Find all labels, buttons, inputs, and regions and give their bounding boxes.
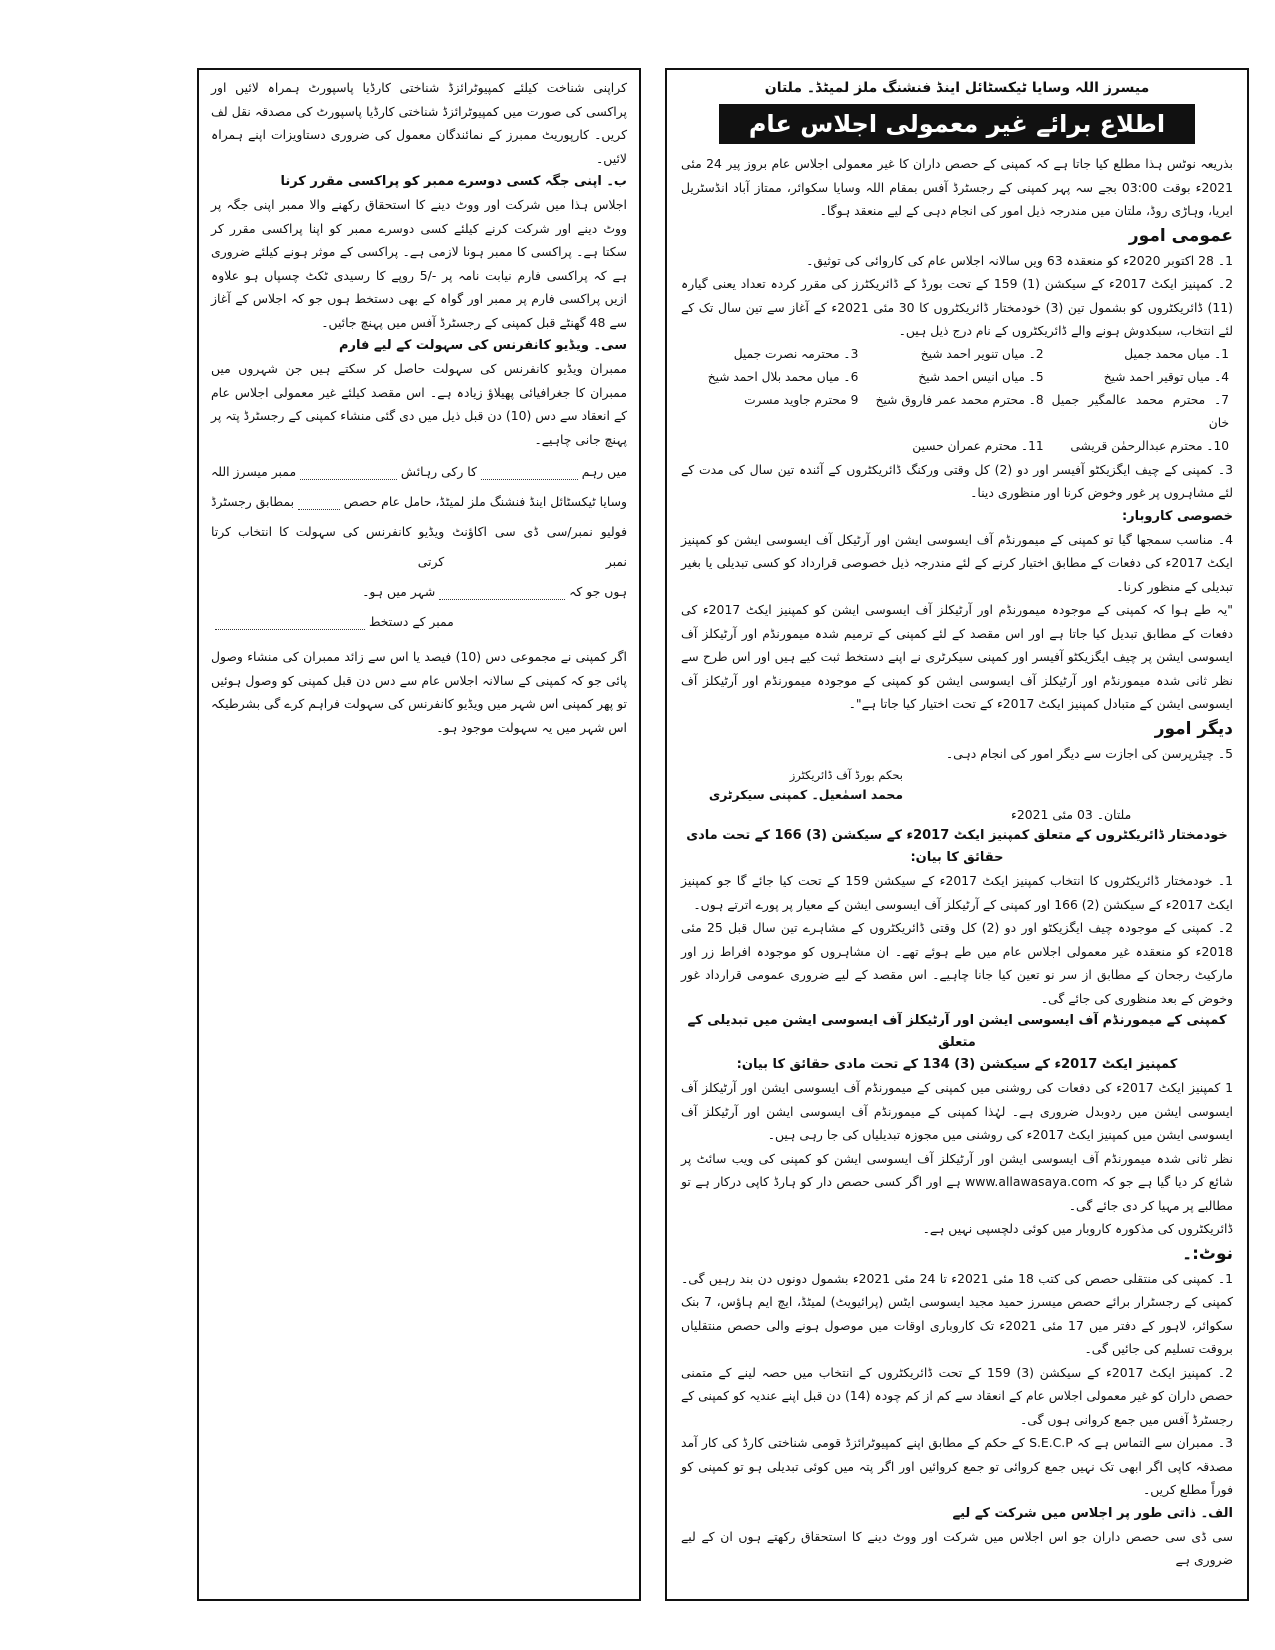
note-3: 3۔ ممبران سے التماس ہے کہ S.E.C.P کے حکم کے مطابق اپنے کمپیوٹرائزڈ قومی شناختی کارڈ کی کار آمد مصدقہ کاپی اگر ابھی تک نہیں جمع کروائی تو جمع کروائیں اور اگر پتہ میں کوئی تبدیلی ہو تو کمپنی کو فوراً مطلع کریں۔ [681, 1435, 1233, 1497]
directors-interest-statement: ڈائریکٹروں کی مذکورہ کاروبار میں کوئی دلچسپی نہیں ہے۔ [922, 1221, 1233, 1236]
director-name: 9 محترم جاوید مسرت [744, 392, 859, 407]
cnic-paragraph: کراپنی شناخت کیلئے کمپیوٹرائزڈ شناختی کارڈیا پاسپورٹ ہمراہ لائیں اور پراکسی کی صورت میں کمپیوٹرائزڈ شناختی کارڈیا پاسپورٹ کی مصدقہ نقل لف کریں۔ کارپوریٹ ممبرز کے نمائندگان معمول کی ضروری دستاویزات اپنے ہمراہ لائیں۔ [211, 80, 627, 166]
form-blank[interactable] [439, 599, 565, 600]
statement-134-text: ہے اور اگر کسی حصص دار کو ہارڈ کاپی درکار ہے تو مطالبے پر مہیا کر دی جائے گی۔ [681, 1174, 1233, 1213]
video-conference-note: اگر کمپنی نے مجموعی دس (10) فیصد یا اس سے زائد ممبران کی منشاء وصول پائی جو کہ کمپنی کے سالانہ اجلاس عام سے دس دن قبل کمپنی کو وصول ہوئیں تو پھر کمپنی اس شہر میں ویڈیو کانفرنس کی سہولت فراہم کرے گی بشرطیکہ اس شہر میں یہ سہولت موجود ہو۔ [211, 649, 627, 735]
form-line-4 [211, 577, 627, 607]
director-name: 10۔ محترم عبدالرحمٰن قریشی [1070, 438, 1229, 453]
statement-134-item-1: 1 کمپنیز ایکٹ 2017ء کی دفعات کی روشنی میں کمپنی کے میمورنڈم آف ایسوسی ایشن اور آرٹیکلز آف ایسوسی ایشن میں ردوبدل ضروری ہے۔ لہٰذا کمپنی کے میمورنڈم آف ایسوسی ایشن اور آرٹیکلز آف ایسوسی ایشن میں کمپنیز ایکٹ 2017ء کی روشنی میں مجوزہ تبدیلیاں کی جا رہی ہیں۔ [681, 1080, 1233, 1142]
form-blank[interactable] [300, 479, 397, 480]
notice-intro: بذریعہ نوٹس ہذا مطلع کیا جاتا ہے کہ کمپنی کے حصص داران کا غیر معمولی اجلاس عام بروز پیر 24 مئی 2021ء بوقت 03:00 بجے سہ پہر کمپنی کے رجسٹرڈ آفس بمقام اللہ وسایا سکوائر، ممتاز آباد انڈسٹریل ایریا، وہاڑی روڈ، ملتان میں مندرجہ ذیل امور کی انجام دہی کے لیے منعقد ہوگا۔ [681, 156, 1233, 218]
agenda-item-3: 3۔ کمپنی کے چیف ایگزیکٹو آفیسر اور دو (2) کل وقتی ورکنگ ڈائریکٹروں کے آئندہ تین سال کی مدت کے لئے مشاہروں پر غور وخوض کرنا اور منظوری دینا۔ [681, 461, 1233, 500]
statement-134-heading-line-1: کمپنی کے میمورنڈم آف ایسوسی ایشن اور آرٹیکلز آف ایسوسی ایشن میں تبدیلی کے متعلق [687, 1013, 1227, 1050]
statement-166-heading: خودمختار ڈائریکٹروں کے متعلق کمپنیز ایکٹ 2017ء کے سیکشن (3) 166 کے تحت مادی حقائق کا بیان: [686, 828, 1228, 865]
director-name: 6۔ میاں محمد بلال احمد شیخ [707, 369, 859, 384]
form-line-signature [211, 607, 627, 637]
director-name [681, 435, 858, 458]
agenda-item-4: 4۔ مناسب سمجھا گیا تو کمپنی کے میمورنڈم آف ایسوسی ایشن اور آرٹیکل آف ایسوسی ایشن کو کمپنیز ایکٹ 2017ء کی دفعات کے مطابق اختیار کرنے کے لئے مندرجہ ذیل خصوصی قرارداد کو کسی تبدیلی یا بغیر تبدیلی کے منظور کرنا۔ [681, 531, 1233, 594]
form-blank[interactable] [481, 479, 578, 480]
directors-list [681, 343, 1233, 458]
signature-block [681, 765, 903, 805]
statement-134-heading-line-2: کمپنیز ایکٹ 2017ء کے سیکشن (3) 134 کے تحت مادی حقائق کا بیان: [736, 1057, 1178, 1072]
attendance-text: سی ڈی سی حصص داران جو اس اجلاس میں شرکت اور ووٹ دینے کا استحقاق رکھتے ہوں ان کے لیے ضروری ہے [681, 1528, 1233, 1567]
form-line-3 [211, 517, 627, 577]
form-label: بمطابق رجسٹرڈ [211, 494, 295, 509]
form-label: ہوں جو کہ [569, 584, 627, 599]
director-name: 7۔ محترم محمد عالمگیر جمیل خان [1051, 392, 1229, 430]
place-date: ملتان۔ 03 مئی 2021ء [1011, 807, 1132, 822]
statement-134-text: نظر ثانی شدہ میمورنڈم آف ایسوسی ایشن اور آرٹیکلز آف ایسوسی ایشن کو کمپنی کی ویب سائٹ پر شائع کر دیا گیا ہے جو کہ [681, 1150, 1233, 1189]
video-conference-form [211, 457, 627, 637]
note-1: 1۔ کمپنی کی منتقلی حصص کی کتب 18 مئی 2021ء تا 24 مئی 2021ء بشمول دونوں دن بند رہیں گی۔ کمپنی کے رجسٹرار برائے حصص میسرز حمید مجید ایسوسی ایٹس (پرائیویٹ) لمیٹڈ، ایچ ایم ہاؤس، 7 بنک سکوائر، لاہور کے دفتر میں 17 مئی 2021ء تک کاروباری اوقات میں موصول ہونے والی حصص منتقلیاں بروقت تسلیم کی جائیں گی۔ [681, 1270, 1233, 1356]
proxy-paragraph: اجلاس ہذا میں شرکت اور ووٹ دینے کا استحقاق رکھنے والا ممبر اپنی جگہ پر ووٹ دینے اور شرکت کرنے کیلئے کسی دوسرے ممبر کو اپنا پراکسی مقرر کر سکتا ہے۔ پراکسی کا ممبر ہونا لازمی ہے۔ پراکسی کے موثر ہونے کیلئے ضروری ہے کہ پراکسی فارم نیابت نامہ پر -/5 روپے کا رسیدی ٹکٹ چسپاں ہو علاوہ ازیں پراکسی فارم پر ممبر اور گواہ کے بھی دستخط ہوں جو کہ اجلاس کے آغاز سے 48 گھنٹے قبل کمپنی کے رجسٹرڈ آفس میں پہنچ جائیں۔ [211, 197, 627, 330]
statement-166-item-2: 2۔ کمپنی کے موجودہ چیف ایگزیکٹو اور دو (2) کل وقتی ڈائریکٹروں کے مشاہرے تین سال قبل 25 مئی 2018ء کو منعقدہ غیر معمولی اجلاس عام میں طے ہوئے تھے۔ ان مشاہروں کو موجودہ افراط زر اور مارکیٹ رجحان کے مطابق از سر نو تعین کیا جانا چاہیے۔ اس مقصد کے لیے ضروری عمومی قرارداد غور وخوض کے بعد منظوری کی جائے گی۔ [681, 920, 1233, 1006]
form-line-1 [211, 457, 627, 487]
general-business-heading: عمومی امور [1128, 225, 1233, 246]
form-label: شہر میں ہو۔ [362, 584, 436, 599]
company-website-link[interactable]: www.allawasaya.com [965, 1174, 1098, 1189]
special-business-heading: خصوصی کاروبار: [1121, 508, 1233, 524]
statement-134-item-2 [681, 1147, 1233, 1218]
form-label: ممبر میسرز اللہ [211, 464, 297, 479]
agenda-item-5: 5۔ چیئرپرسن کی اجازت سے دیگر امور کی انجام دہی۔ [945, 745, 1233, 761]
signature-blank[interactable] [215, 629, 365, 630]
statement-166-item-1: 1۔ خودمختار ڈائریکٹروں کا انتخاب کمپنیز ایکٹ 2017ء کے سیکشن 159 کے تحت کیا جائے گا جو کمپنیز ایکٹ 2017ء کے سیکشن (2) 166 اور کمپنی کے آرٹیکلز آف ایسوسی ایشن کے معیار پر پورے اترتے ہوں۔ [681, 873, 1234, 912]
note-2: 2۔ کمپنیز ایکٹ 2017ء کے سیکشن (3) 159 کے تحت ڈائریکٹروں کے انتخاب میں حصہ لینے کے متمنی حصص داران کو غیر معمولی اجلاس عام کے انعقاد سے کم از کم چودہ (14) دن قبل اپنے عندیہ کو کمپنی کے رجسٹرڈ آفس میں جمع کروانی ہوں گی۔ [681, 1364, 1233, 1427]
notes-heading: نوٹ:۔ [1182, 1243, 1233, 1264]
right-column [665, 68, 1249, 1601]
video-conference-paragraph: ممبران ویڈیو کانفرنس کی سہولت حاصل کر سکتے ہیں جن شہروں میں ممبران کا جغرافیائی پھیلاؤ زیادہ ہے۔ اس مقصد کیلئے غیر معمولی اجلاس عام کے انعقاد سے دس (10) دن قبل ذیل میں دی گئی منشاء کمپنی کے رجسٹرڈ پتہ پر پہنچ جانی چاہیے۔ [211, 361, 627, 447]
notice-banner: اطلاع برائے غیر معمولی اجلاس عام [719, 104, 1195, 144]
director-name: 11۔ محترم عمران حسین [912, 438, 1044, 453]
proxy-heading: ب۔ اپنی جگہ کسی دوسرے ممبر کو پراکسی مقرر کرنا [280, 174, 627, 189]
form-label: کا رکی رہائش [400, 464, 477, 479]
form-label: فولیو نمبر/سی ڈی سی اکاؤنٹ نمبر [452, 524, 627, 569]
left-column [197, 68, 641, 1601]
director-name: 4۔ میاں توقیر احمد شیخ [1103, 369, 1229, 384]
form-line-2 [211, 487, 627, 517]
secretary-name: محمد اسمٰعیل۔ کمپنی سیکرٹری [708, 787, 903, 802]
agenda-item-2: 2۔ کمپنیز ایکٹ 2017ء کے سیکشن (1) 159 کے تحت بورڈ کے ڈائریکٹرز کی مقرر کردہ تعداد یعنی گیارہ (11) ڈائریکٹروں کو بشمول تین (3) خودمختار ڈائریکٹروں کا 30 مئی 2021ء کے آغاز سے تین سال تک کے لئے انتخاب، سبکدوش ہونے والے ڈائریکٹروں کے نام درج ذیل ہیں۔ [681, 276, 1233, 338]
company-name: میسرز اللہ وسایا ٹیکسٹائل اینڈ فنشنگ ملز لمیٹڈ۔ ملتان [764, 80, 1150, 96]
form-blank[interactable] [298, 509, 340, 510]
attendance-heading: الف۔ ذاتی طور پر اجلاس میں شرکت کے لیے [952, 1505, 1233, 1521]
by-order-text: بحکم بورڈ آف ڈائریکٹرز [789, 768, 903, 782]
director-name: 2۔ میاں تنویر احمد شیخ [920, 346, 1044, 361]
director-name: 3۔ محترمہ نصرت جمیل [733, 346, 859, 361]
special-resolution: "یہ طے ہوا کہ کمپنی کے موجودہ میمورنڈم اور آرٹیکلز آف ایسوسی ایشن کو کمپنیز ایکٹ 2017ء کی دفعات کے مطابق تبدیل کیا جاتا ہے اور اس مقصد کے لئے کمپنی کے ترمیم شدہ میمورنڈم اور آرٹیکلز آف ایسوسی ایشن پر چیف ایگزیکٹو آفیسر اور کمپنی سیکرٹری نے اپنے دستخط ثبت کیے ہیں اور اس طرح سے نظر ثانی شدہ میمورنڈم اور آرٹیکلز آف ایسوسی ایشن کو کمپنی کے موجودہ میمورنڈم اور آرٹیکلز آف ایسوسی ایشن کے متبادل کمپنیز ایکٹ 2017ء کے تحت اختیار کیا جاتا ہے"۔ [681, 602, 1233, 711]
signature-label: ممبر کے دستخط [369, 614, 454, 629]
director-name: 1۔ میاں محمد جمیل [1124, 346, 1229, 361]
form-label: ویڈیو کانفرنس کی سہولت کا انتخاب کرتا کرتی [211, 524, 445, 569]
form-label: وسایا ٹیکسٹائل اینڈ فنشنگ ملز لمیٹڈ، حامل عام حصص [343, 494, 627, 509]
form-label: میں رہم [581, 464, 627, 479]
director-name: 8۔ محترم محمد عمر فاروق شیخ [875, 392, 1044, 407]
video-conference-heading: سی۔ ویڈیو کانفرنس کی سہولت کے لیے فارم [338, 338, 627, 353]
other-business-heading: دیگر امور [1154, 718, 1233, 739]
agenda-item-1: 1۔ 28 اکتوبر 2020ء کو منعقدہ 63 ویں سالانہ اجلاس عام کی کاروائی کی توثیق۔ [806, 252, 1233, 268]
director-name: 5۔ میاں انیس احمد شیخ [918, 369, 1044, 384]
